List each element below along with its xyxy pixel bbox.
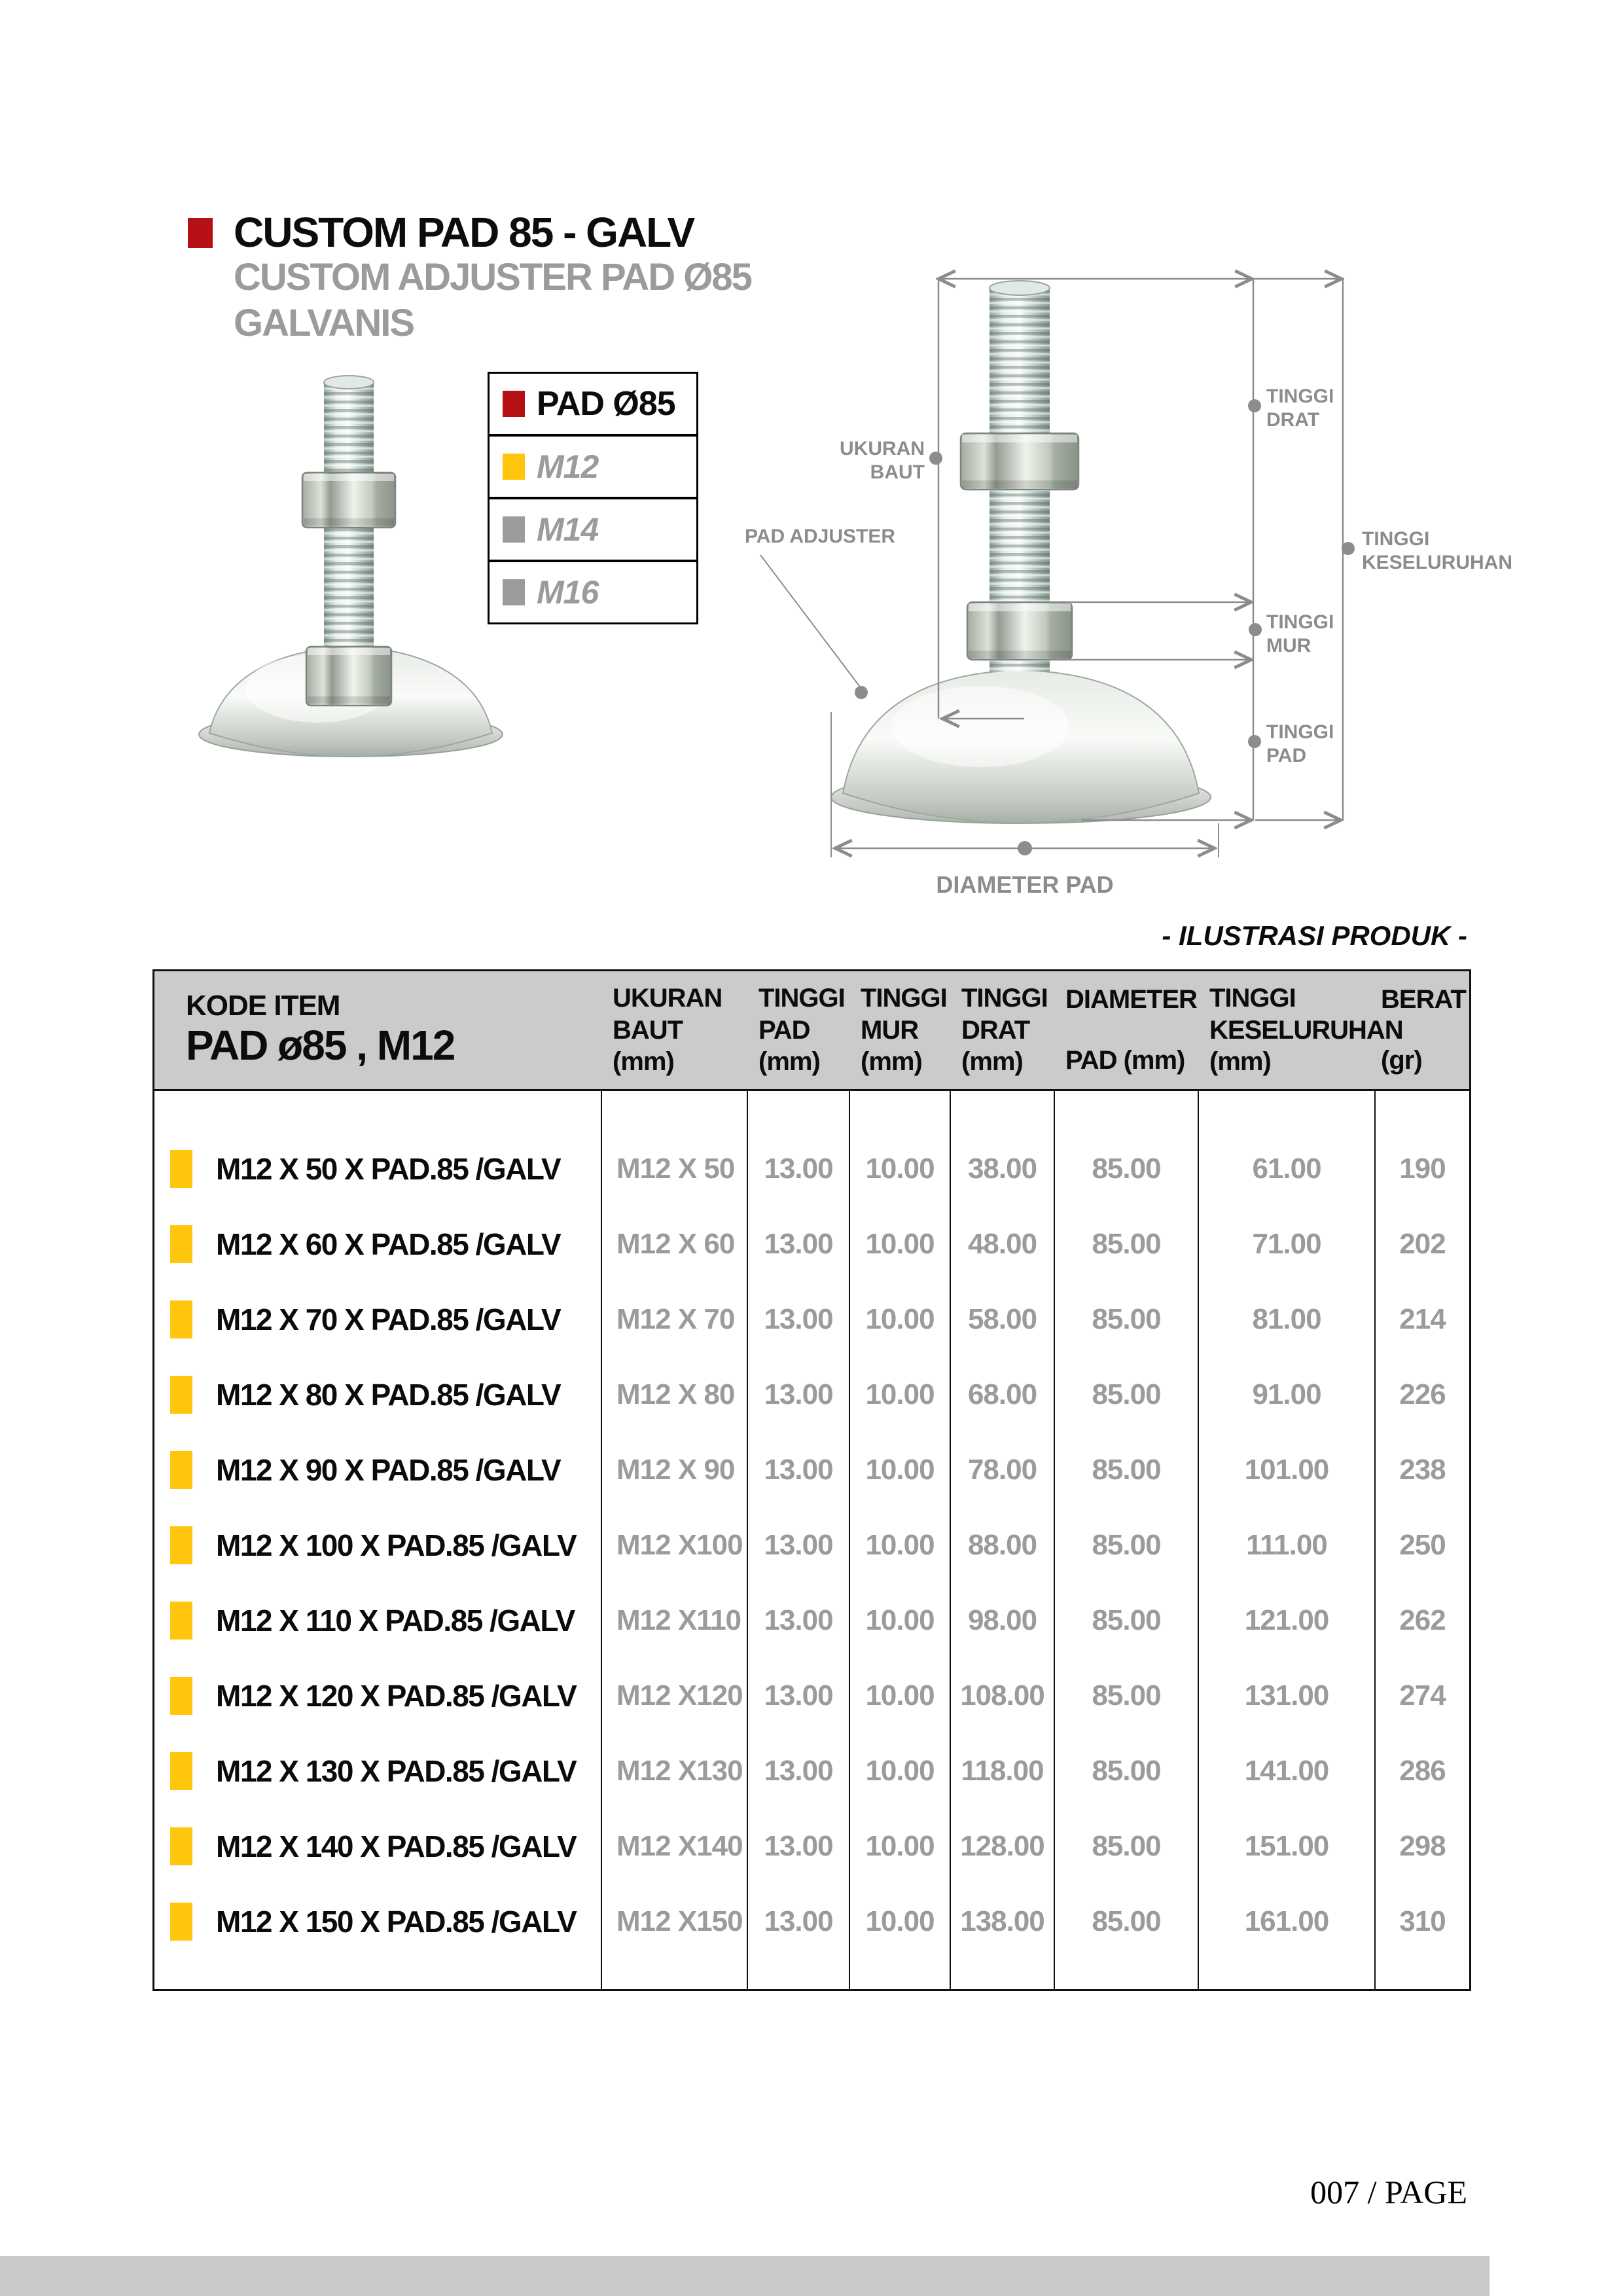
table-cell: 118.00 <box>961 1754 1044 1787</box>
table-row-item <box>154 1132 601 1207</box>
table-cell: M12 X 90 <box>616 1454 735 1486</box>
table-cell: 10.00 <box>865 1228 935 1261</box>
column-diameter-pad <box>1054 1091 1198 1989</box>
header-kode-item-subtitle: PAD ø85 , M12 <box>186 1022 455 1069</box>
label-diameter-pad: DIAMETER PAD <box>936 871 1114 898</box>
header-tinggi-drat <box>950 971 1054 1089</box>
table-cell: M12 X 50 <box>616 1153 735 1185</box>
table-cell: M12 X140 <box>616 1829 743 1862</box>
label-ukuran-baut-line1: UKURAN <box>840 438 925 459</box>
table-cell: 85.00 <box>1092 1153 1161 1185</box>
legend-swatch-m14 <box>503 516 525 543</box>
label-tinggi-mur-line1: TINGGI <box>1266 611 1334 633</box>
column-tinggi-mur <box>849 1091 950 1989</box>
photo-foot-illustration <box>199 376 503 757</box>
table-cell: 141.00 <box>1244 1754 1329 1787</box>
header-tinggi-mur-line3: (mm) <box>861 1047 922 1077</box>
table-cell: M12 X 70 <box>616 1303 735 1336</box>
header-tinggi-mur-line2: MUR <box>861 1015 919 1045</box>
table-cell: 85.00 <box>1092 1754 1161 1787</box>
diagram-foot-illustration <box>831 281 1211 823</box>
page-subtitle-line2: GALVANIS <box>234 302 414 344</box>
header-tinggi-drat-line2: DRAT <box>961 1015 1030 1045</box>
illustration-caption: - ILUSTRASI PRODUK - <box>1162 920 1467 951</box>
header-tinggi-pad-line1: TINGGI <box>758 983 845 1013</box>
table-cell: 13.00 <box>764 1303 833 1336</box>
table-cell: 13.00 <box>764 1754 833 1787</box>
table-cell: 85.00 <box>1092 1378 1161 1411</box>
row-marker-swatch <box>170 1376 192 1414</box>
table-cell: 274 <box>1399 1679 1446 1712</box>
table-cell: 38.00 <box>967 1153 1037 1185</box>
header-kode-item <box>154 971 601 1089</box>
table-row-item <box>154 1282 601 1357</box>
table-cell: 138.00 <box>960 1905 1044 1937</box>
header-diameter-pad-line1: DIAMETER <box>1065 985 1197 1014</box>
legend-swatch-pad85 <box>503 391 525 417</box>
legend-label-m12: M12 <box>537 448 599 485</box>
column-tinggi-keseluruhan <box>1198 1091 1374 1989</box>
table-cell: M12 X 60 <box>616 1228 735 1261</box>
table-cell: M12 X100 <box>616 1528 743 1561</box>
label-tinggi-drat-line1: TINGGI <box>1266 386 1334 407</box>
column-tinggi-pad <box>747 1091 849 1989</box>
table-cell: 202 <box>1399 1228 1446 1261</box>
table-cell: 214 <box>1399 1303 1446 1336</box>
table-cell: 190 <box>1399 1153 1446 1185</box>
table-row-item <box>154 1583 601 1658</box>
header-tinggi-pad-line2: PAD <box>758 1015 810 1045</box>
item-code-text: M12 X 100 X PAD.85 /GALV <box>216 1528 577 1562</box>
table-cell: 13.00 <box>764 1905 833 1937</box>
table-cell: M12 X130 <box>616 1754 743 1787</box>
row-marker-swatch <box>170 1903 192 1941</box>
spec-table-header <box>154 971 1469 1091</box>
header-spacer <box>1065 1016 1198 1045</box>
product-photo <box>183 367 524 772</box>
row-marker-swatch <box>170 1827 192 1865</box>
item-code-text: M12 X 60 X PAD.85 /GALV <box>216 1227 561 1262</box>
table-cell: 85.00 <box>1092 1679 1161 1712</box>
table-row-item <box>154 1357 601 1433</box>
table-cell: 250 <box>1399 1528 1446 1561</box>
label-tinggi-drat <box>1266 385 1334 432</box>
table-cell: 85.00 <box>1092 1454 1161 1486</box>
table-cell: 85.00 <box>1092 1829 1161 1862</box>
table-cell: 68.00 <box>967 1378 1037 1411</box>
header-tinggi-keseluruhan-line3: (mm) <box>1209 1047 1271 1077</box>
table-cell: 88.00 <box>967 1528 1037 1561</box>
table-cell: 121.00 <box>1244 1604 1329 1636</box>
item-code-text: M12 X 130 X PAD.85 /GALV <box>216 1753 577 1788</box>
size-legend <box>488 372 698 624</box>
table-cell: M12 X120 <box>616 1679 743 1712</box>
table-cell: 151.00 <box>1244 1829 1329 1862</box>
table-cell: 10.00 <box>865 1378 935 1411</box>
item-code-text: M12 X 90 X PAD.85 /GALV <box>216 1453 561 1488</box>
table-cell: 128.00 <box>960 1829 1044 1862</box>
table-cell: 13.00 <box>764 1378 833 1411</box>
item-code-text: M12 X 50 X PAD.85 /GALV <box>216 1152 561 1187</box>
table-cell: 85.00 <box>1092 1303 1161 1336</box>
row-marker-swatch <box>170 1150 192 1188</box>
table-cell: 98.00 <box>967 1604 1037 1636</box>
table-cell: 13.00 <box>764 1829 833 1862</box>
table-cell: 298 <box>1399 1829 1446 1862</box>
column-kode-item <box>154 1091 601 1989</box>
table-cell: 10.00 <box>865 1829 935 1862</box>
table-row-item <box>154 1808 601 1884</box>
header-tinggi-mur-line1: TINGGI <box>861 983 947 1013</box>
table-cell: 85.00 <box>1092 1604 1161 1636</box>
label-tinggi-pad-line1: TINGGI <box>1266 721 1334 743</box>
spec-table <box>152 969 1471 1991</box>
table-cell: M12 X110 <box>616 1604 741 1636</box>
table-cell: 161.00 <box>1244 1905 1329 1937</box>
spec-table-body <box>154 1091 1469 1989</box>
table-cell: 91.00 <box>1252 1378 1321 1411</box>
item-code-text: M12 X 80 X PAD.85 /GALV <box>216 1378 561 1412</box>
row-marker-swatch <box>170 1752 192 1790</box>
table-cell: M12 X 80 <box>616 1378 735 1411</box>
label-tinggi-keseluruhan-line1: TINGGI <box>1362 528 1430 550</box>
table-cell: 78.00 <box>967 1454 1037 1486</box>
table-cell: 238 <box>1399 1454 1446 1486</box>
table-row-item <box>154 1508 601 1583</box>
table-row-item <box>154 1207 601 1282</box>
table-cell: 262 <box>1399 1604 1446 1636</box>
table-cell: 13.00 <box>764 1228 833 1261</box>
item-code-text: M12 X 120 X PAD.85 /GALV <box>216 1678 577 1713</box>
title-marker-square <box>188 218 213 248</box>
header-tinggi-keseluruhan-line1: TINGGI <box>1209 983 1296 1013</box>
table-cell: 13.00 <box>764 1604 833 1636</box>
table-cell: 71.00 <box>1252 1228 1321 1261</box>
table-cell: 85.00 <box>1092 1528 1161 1561</box>
table-cell: 81.00 <box>1252 1303 1321 1336</box>
header-tinggi-pad-line3: (mm) <box>758 1047 820 1077</box>
legend-label-m16: M16 <box>537 574 599 611</box>
row-marker-swatch <box>170 1526 192 1564</box>
table-row-item <box>154 1733 601 1808</box>
dimension-diagram <box>720 262 1505 962</box>
row-marker-swatch <box>170 1300 192 1338</box>
header-kode-item-title: KODE ITEM <box>186 990 340 1022</box>
table-cell: 10.00 <box>865 1454 935 1486</box>
legend-label-m14: M14 <box>537 511 599 548</box>
item-code-text: M12 X 150 X PAD.85 /GALV <box>216 1904 577 1939</box>
header-ukuran-baut-line3: (mm) <box>613 1047 674 1077</box>
label-tinggi-drat-line2: DRAT <box>1266 409 1320 431</box>
bottom-bar <box>0 2256 1489 2296</box>
table-cell: 131.00 <box>1244 1679 1329 1712</box>
header-ukuran-baut <box>601 971 747 1089</box>
label-tinggi-keseluruhan <box>1362 528 1512 575</box>
table-cell: 61.00 <box>1252 1153 1321 1185</box>
header-berat-line1: BERAT <box>1381 985 1466 1014</box>
header-ukuran-baut-line2: BAUT <box>613 1015 683 1045</box>
page-title: CUSTOM PAD 85 - GALV <box>234 209 694 256</box>
table-cell: 13.00 <box>764 1679 833 1712</box>
item-code-text: M12 X 70 X PAD.85 /GALV <box>216 1302 561 1337</box>
header-berat-line2: (gr) <box>1381 1046 1422 1075</box>
header-tinggi-mur <box>849 971 950 1089</box>
header-tinggi-drat-line3: (mm) <box>961 1047 1023 1077</box>
legend-row-m12 <box>490 437 696 499</box>
column-tinggi-drat <box>950 1091 1054 1989</box>
table-cell: 10.00 <box>865 1679 935 1712</box>
row-marker-swatch <box>170 1677 192 1715</box>
column-berat <box>1374 1091 1469 1989</box>
label-ukuran-baut <box>787 437 925 484</box>
page-subtitle-line1: CUSTOM ADJUSTER PAD Ø85 <box>234 256 751 298</box>
row-marker-swatch <box>170 1451 192 1489</box>
row-marker-swatch <box>170 1225 192 1263</box>
legend-row-m16 <box>490 562 696 622</box>
label-tinggi-keseluruhan-line2: KESELURUHAN <box>1362 552 1513 573</box>
header-diameter-pad-line2: PAD (mm) <box>1065 1046 1185 1075</box>
label-ukuran-baut-line2: BAUT <box>870 461 925 483</box>
header-berat <box>1374 971 1469 1089</box>
table-row-item <box>154 1658 601 1733</box>
header-tinggi-drat-line1: TINGGI <box>961 983 1048 1013</box>
table-row-item <box>154 1884 601 1959</box>
table-cell: 10.00 <box>865 1604 935 1636</box>
item-code-text: M12 X 140 X PAD.85 /GALV <box>216 1829 577 1863</box>
label-tinggi-mur <box>1266 611 1334 658</box>
legend-label-pad85: PAD Ø85 <box>537 385 675 423</box>
table-cell: 13.00 <box>764 1153 833 1185</box>
table-cell: 10.00 <box>865 1303 935 1336</box>
table-cell: 226 <box>1399 1378 1446 1411</box>
legend-swatch-m16 <box>503 579 525 605</box>
table-cell: 10.00 <box>865 1905 935 1937</box>
row-marker-swatch <box>170 1602 192 1640</box>
table-cell: 108.00 <box>960 1679 1044 1712</box>
table-cell: 85.00 <box>1092 1905 1161 1937</box>
label-tinggi-mur-line2: MUR <box>1266 635 1311 656</box>
header-spacer <box>1381 1016 1469 1045</box>
item-code-text: M12 X 110 X PAD.85 /GALV <box>216 1603 575 1638</box>
legend-row-m14 <box>490 499 696 562</box>
header-ukuran-baut-line1: UKURAN <box>613 983 722 1013</box>
table-cell: 286 <box>1399 1754 1446 1787</box>
table-cell: 13.00 <box>764 1528 833 1561</box>
page-number: 007 / PAGE <box>1310 2174 1467 2210</box>
table-cell: 10.00 <box>865 1754 935 1787</box>
table-row-item <box>154 1433 601 1508</box>
table-cell: 310 <box>1399 1905 1446 1937</box>
table-cell: 10.00 <box>865 1153 935 1185</box>
table-cell: 58.00 <box>967 1303 1037 1336</box>
legend-row-pad85 <box>490 374 696 437</box>
header-diameter-pad <box>1054 971 1198 1089</box>
table-cell: 111.00 <box>1246 1528 1327 1561</box>
table-cell: 10.00 <box>865 1528 935 1561</box>
table-cell: 85.00 <box>1092 1228 1161 1261</box>
legend-swatch-m12 <box>503 454 525 480</box>
header-tinggi-pad <box>747 971 849 1089</box>
label-pad-adjuster: PAD ADJUSTER <box>745 526 896 547</box>
table-cell: 13.00 <box>764 1454 833 1486</box>
column-ukuran-baut <box>601 1091 747 1989</box>
table-cell: M12 X150 <box>616 1905 743 1937</box>
label-tinggi-pad <box>1266 721 1334 768</box>
table-cell: 48.00 <box>967 1228 1037 1261</box>
header-tinggi-keseluruhan-line2: KESELURUHAN <box>1209 1015 1403 1045</box>
label-tinggi-pad-line2: PAD <box>1266 745 1307 766</box>
table-cell: 101.00 <box>1244 1454 1329 1486</box>
